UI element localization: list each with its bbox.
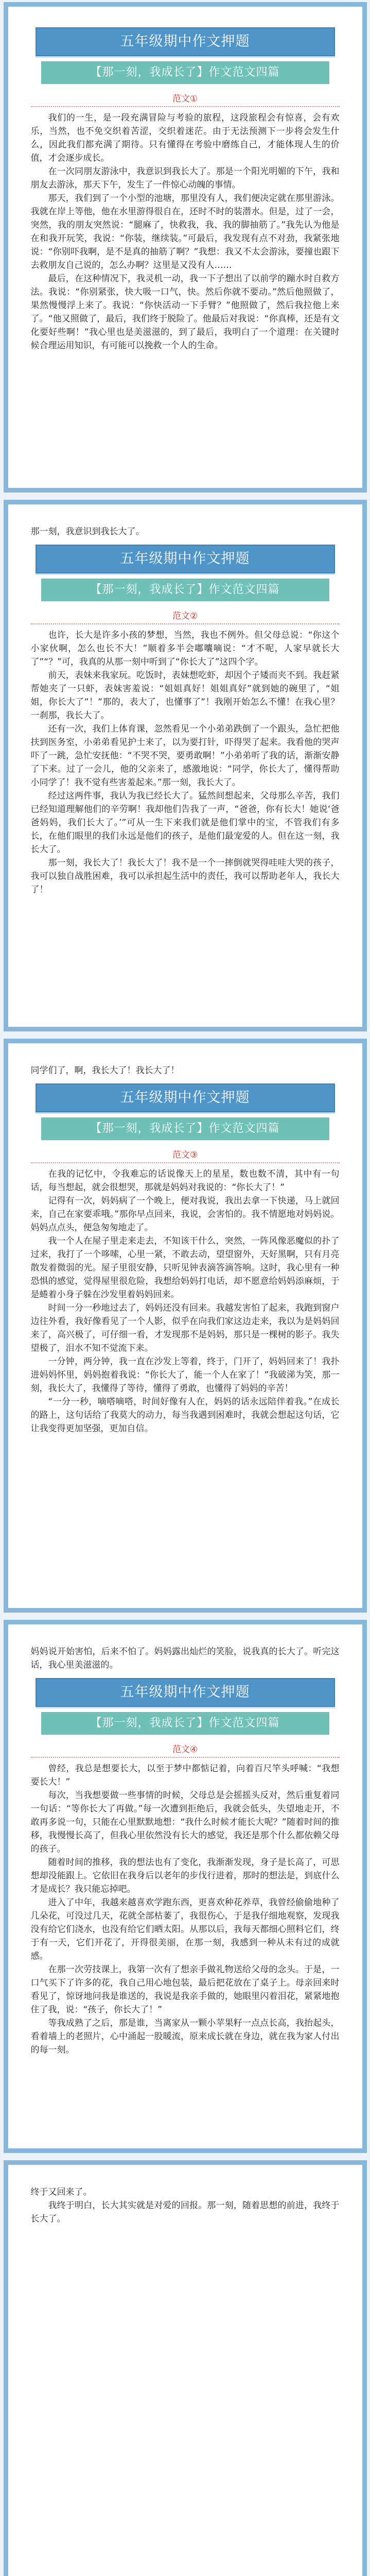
paragraph: 同学们了，啊，我长大了！我长大了！ bbox=[30, 1065, 180, 1076]
page-subtitle: 【那一刻，我成长了】作文范文四篇 bbox=[41, 579, 329, 601]
paragraph: 前天，表妹来我家玩。吃饭时，表妹想吃虾，却因个子矮而夹不到。我赶紧帮她夹了一只虾，表妹害羞说：“姐姐真好！姐姐真好”就到她的碗里了，“姐姐，你长大了”！”那的，表大了，也懂事了”！我刚开始怎么不懂！在我心里？一刹那，我长大了。 bbox=[30, 670, 340, 721]
paragraph: 我们的一生，是一段充满冒险与考验的旅程，这段旅程会有惊喜，会有欢乐，当然，也不免交织着苦涩，交织着迷茫。由于无法预测下一步将会发生什么，因此我们都充满了期待。只有懂得在考验中磨练自己，才能体现人生的价值，才会逐步成长。 bbox=[30, 113, 340, 163]
essay-body bbox=[31, 1167, 340, 1435]
page-2 bbox=[4, 500, 367, 1031]
dotted-divider bbox=[31, 106, 340, 108]
paragraph: 随着时间的推移，我的想法也有了变化，我渐渐发现，身子是长高了，可思想却没能跟上。它依旧在我身后以老年的步伐行进着，那时的想法是，到底什么才是成长？我只能忘掉吧。 bbox=[30, 1857, 340, 1894]
paragraph: 时间一分一秒地过去了，妈妈还没有回来。我越发害怕了起来，我跑到窗户边往外看，我好像看见了一个人影，似乎在向我们家这边走来，我以为是妈妈回来了，高兴极了，可仔细一看，才发现那不是妈妈，那只是一棵树的影子。我失望极了，泪水不知不觉流下来。 bbox=[30, 1303, 340, 1353]
paragraph: 还有一次，我们上体育课，忽然看见一个小弟弟跌倒了一个跟头，急忙把他扶到医务室，小弟弟看见护士来了，以为要打针，吓得哭了起来。我看他的哭声吓了一跳，急忙安抚他：“不哭不哭，要勇敢啊！”小弟弟听了我的话，渐渐安静了下来。过了一会儿，他的父亲来了，感激地说：“同学，你长大了，懂得帮助小同学了！我不觉有些害羞起来。”那一刻，我长大了。 bbox=[30, 724, 340, 788]
page-subtitle: 【那一刻，我成长了】作文范文四篇 bbox=[41, 1117, 329, 1140]
page-5 bbox=[4, 2160, 367, 2576]
page-title: 五年级期中作文押题 bbox=[36, 1678, 335, 1707]
paragraph: 妈妈说开始害怕，后来不怕了。妈妈露出灿烂的笑脸，说我真的长大了。听完这话，我心里美滋滋的。 bbox=[30, 1647, 340, 1670]
paragraph: 那天，我们到了一个小型的池塘，那里没有人，我们便决定就在那里游泳。我就在岸上等他，他在水里游得很自在，还时不时的装潜水。但是，过了一会，突然，我的朋友突然说：“腿麻了，快救我，我、我的脚抽筋了。”我先认为他是在和我开玩笑，我说：“你装，继续装。”可最后，我发现有点不对劲，我紧张地说：“你别吓我啊，是不是真的抽筋了啊？”我想：我又不太会游泳，要撞也跟下去救朋友自己说的，怎么办啊？这里是又没有人…… bbox=[30, 193, 340, 270]
paragraph: “一分一秒，嘀嗒嘀嗒，时间好像有人在，妈妈的话永远陪伴着我。”在成长的路上，这句话给了我莫大的动力，每当我遇到困难时，我就会想起这句话，它让我变得更加坚强，更加自信。 bbox=[30, 1397, 340, 1434]
paragraph: 曾经，我总是想要长大，以至于梦中都惦记着，向着百尺竿头呼喊：“我想要长大！” bbox=[30, 1764, 340, 1787]
page-title: 五年级期中作文押题 bbox=[36, 27, 335, 56]
dotted-divider bbox=[31, 623, 340, 625]
essay-body bbox=[31, 1762, 340, 2057]
page-subtitle: 【那一刻，我成长了】作文范文四篇 bbox=[41, 61, 329, 84]
paragraph: 每次，当我想要做一些事情的时候，父母总是会摇摇头反对，然后重复着同一句话：“等你长大了再做。”每一次遭到拒绝后，我就会低头，失望地走开，不敢再多说一句，只能在心里默默地想：“我什么时候才能长大呢？”随着时间的推移，我慢慢长高了，但我心里依然没有长大的感觉，我还是那个什么都依赖父母的孩子。 bbox=[30, 1790, 340, 1854]
paragraph: 一分钟，两分钟，我一直在沙发上等着，终于，门开了，妈妈回来了！我扑进妈妈怀里，妈妈抱着我说：“你长大了，能一个人在家了！”我破涕为笑，那一刻，我长大了，我懂得了等待，懂得了勇敢，也懂得了妈妈的辛苦！ bbox=[30, 1357, 340, 1394]
page-4 bbox=[4, 1620, 367, 2153]
essay-label: 范文② bbox=[172, 611, 198, 621]
paragraph: 我终于明白，长大其实就是对爱的回报。那一刻，随着思想的前进，我终于长大了。 bbox=[30, 2200, 340, 2224]
continued-text bbox=[31, 525, 340, 538]
paragraph: 进入了中年，我越来越喜欢学跑东西，更喜欢种花养草，我曾经偷偷地种了几朵花，可没过几天，花就全部枯萎了，我很伤心，于是我仔细地观察，发现我没有给它们浇水，也没有给它们晒太阳。从那以后，我每天都细心照料它们，终于有一天，它们开花了，开得很美丽，在那一刻，我感到一种从未有过的成就感。 bbox=[30, 1897, 340, 1961]
paragraph: 我一个人在屋子里走来走去，不知该干什么，突然，一阵风像恶魔似的扑了过来，我打了一个哆嗦，心里一紧，不敢去动，望望窗外，天好黑啊，只有月亮散发着微弱的光。屋子里很安静，只听见钟表滴答滴答响。这时，我心里有一种恐惧的感觉，觉得屋里很危险，我想给妈妈打电话，却不愿意给妈妈添麻烦，于是蜷着小身子躲在沙发里着妈妈回来。 bbox=[30, 1236, 340, 1300]
page-subtitle: 【那一刻，我成长了】作文范文四篇 bbox=[41, 1712, 329, 1735]
paragraph: 也许，长大是许多小孩的梦想，当然，我也不例外。但父母总说：“你这个小家伙啊，怎么也长不大！”顺着多半会嘟囔嘀说：“才不呢，人家早就长大了”“？”可，我真的从那一刻中听到了“你长大了”这四个字。 bbox=[30, 630, 340, 667]
paragraph: 等我成熟了之后，那是谁，当离家从一颗小苹果籽一点点长高，我抬起头，看着墙上的老照片，心中涌起一股暖流，原来成长就在身边，就在我为家人付出的每一刻。 bbox=[30, 2018, 340, 2055]
essay-label: 范文① bbox=[172, 94, 198, 104]
dotted-divider bbox=[31, 1757, 340, 1759]
essay-body bbox=[31, 629, 340, 896]
paragraph: 在那一次劳技课上，我第一次有了想亲手做礼物送给父母的念头。于是，一口气买下了许多的花，我自己用心地包装，最后把花放在了桌子上。母亲回来时看见了，惊讶地问我是谁送的，我说是我亲手做的，她眼里闪着泪花，紧紧地抱住了我，说：“孩子，你长大了！” bbox=[30, 1964, 340, 2015]
page-title: 五年级期中作文押题 bbox=[36, 545, 335, 573]
essay-label: 范文④ bbox=[172, 1744, 198, 1755]
essay-body bbox=[31, 111, 340, 352]
paragraph: 记得有一次，妈妈病了一个晚上，便对我说，我出去拿一下快递，马上就回来，自己在家要乖哦。”那你早点回来，我说，会害怕的。我不情愿地对妈妈说。妈妈点点头，便急匆匆地走了。 bbox=[30, 1196, 340, 1233]
page-1 bbox=[4, 2, 367, 493]
paragraph: 最后，在这种情况下，我灵机一动，我一下子想出了以前学的蹦水时自救方法。我说：“你别紧张，快大吸一口气，快。然后你就不要动。”然后他照做了，果然慢慢浮上来了。我说：“你快活动一下手臂？”他照做了，然后我拉他上来了。“他又照做了，最后，我们终于脱险了。他最后对我说：“你真棒，还是有文化要好些啊！”我心里也是美滋滋的，到了最后，我明白了一个道理：在关键时候合理运用知识，有可能可以挽救一个人的生命。 bbox=[30, 274, 340, 351]
continued-text bbox=[31, 1645, 340, 1672]
essay-label: 范文③ bbox=[172, 1150, 198, 1160]
dotted-divider bbox=[31, 1162, 340, 1164]
paragraph: 在一次同朋友游泳中，我意识到我长大了。那是一个阳光明媚的下午，我和朋友去游泳，那天下午，发生了一件惊心动魄的事情。 bbox=[30, 166, 340, 190]
continued-text bbox=[31, 1064, 340, 1077]
paragraph: 那一刻，我意识到我长大了。 bbox=[30, 527, 145, 537]
paragraph: 终于又回来了。 bbox=[30, 2187, 92, 2197]
page-3 bbox=[4, 1039, 367, 1613]
paragraph: 在我的记忆中，令我难忘的话说像天上的星星，数也数不清，其中有一句话，每当想起，就会很想哭，那就是妈妈对我说的：“你长大了！” bbox=[30, 1169, 340, 1193]
essay-body bbox=[31, 2185, 340, 2226]
paragraph: 经过这两件事，我认为我已经长大了。猛然间想起来，父母那么辛苦，我们已经知道理解他们的辛劳啊！我却他们告我了一声，“爸爸，你有长大！她说‘爸爸妈妈，我们长大了。’”可从一生下来我们就是他们掌中的宝，不管我们有多长，在他们眼里的我们永远是他们的孩子，是他们最宠爱的人。但在这一刻，我长大了。 bbox=[30, 791, 340, 855]
paragraph: 那一刻，我长大了！我长大了！我不是一个一摔倒就哭得哇哇大哭的孩子，我可以独自战胜困难，我可以承担起生活中的责任，我可以帮助老年人，我长大了！ bbox=[30, 858, 340, 895]
page-title: 五年级期中作文押题 bbox=[36, 1083, 335, 1112]
